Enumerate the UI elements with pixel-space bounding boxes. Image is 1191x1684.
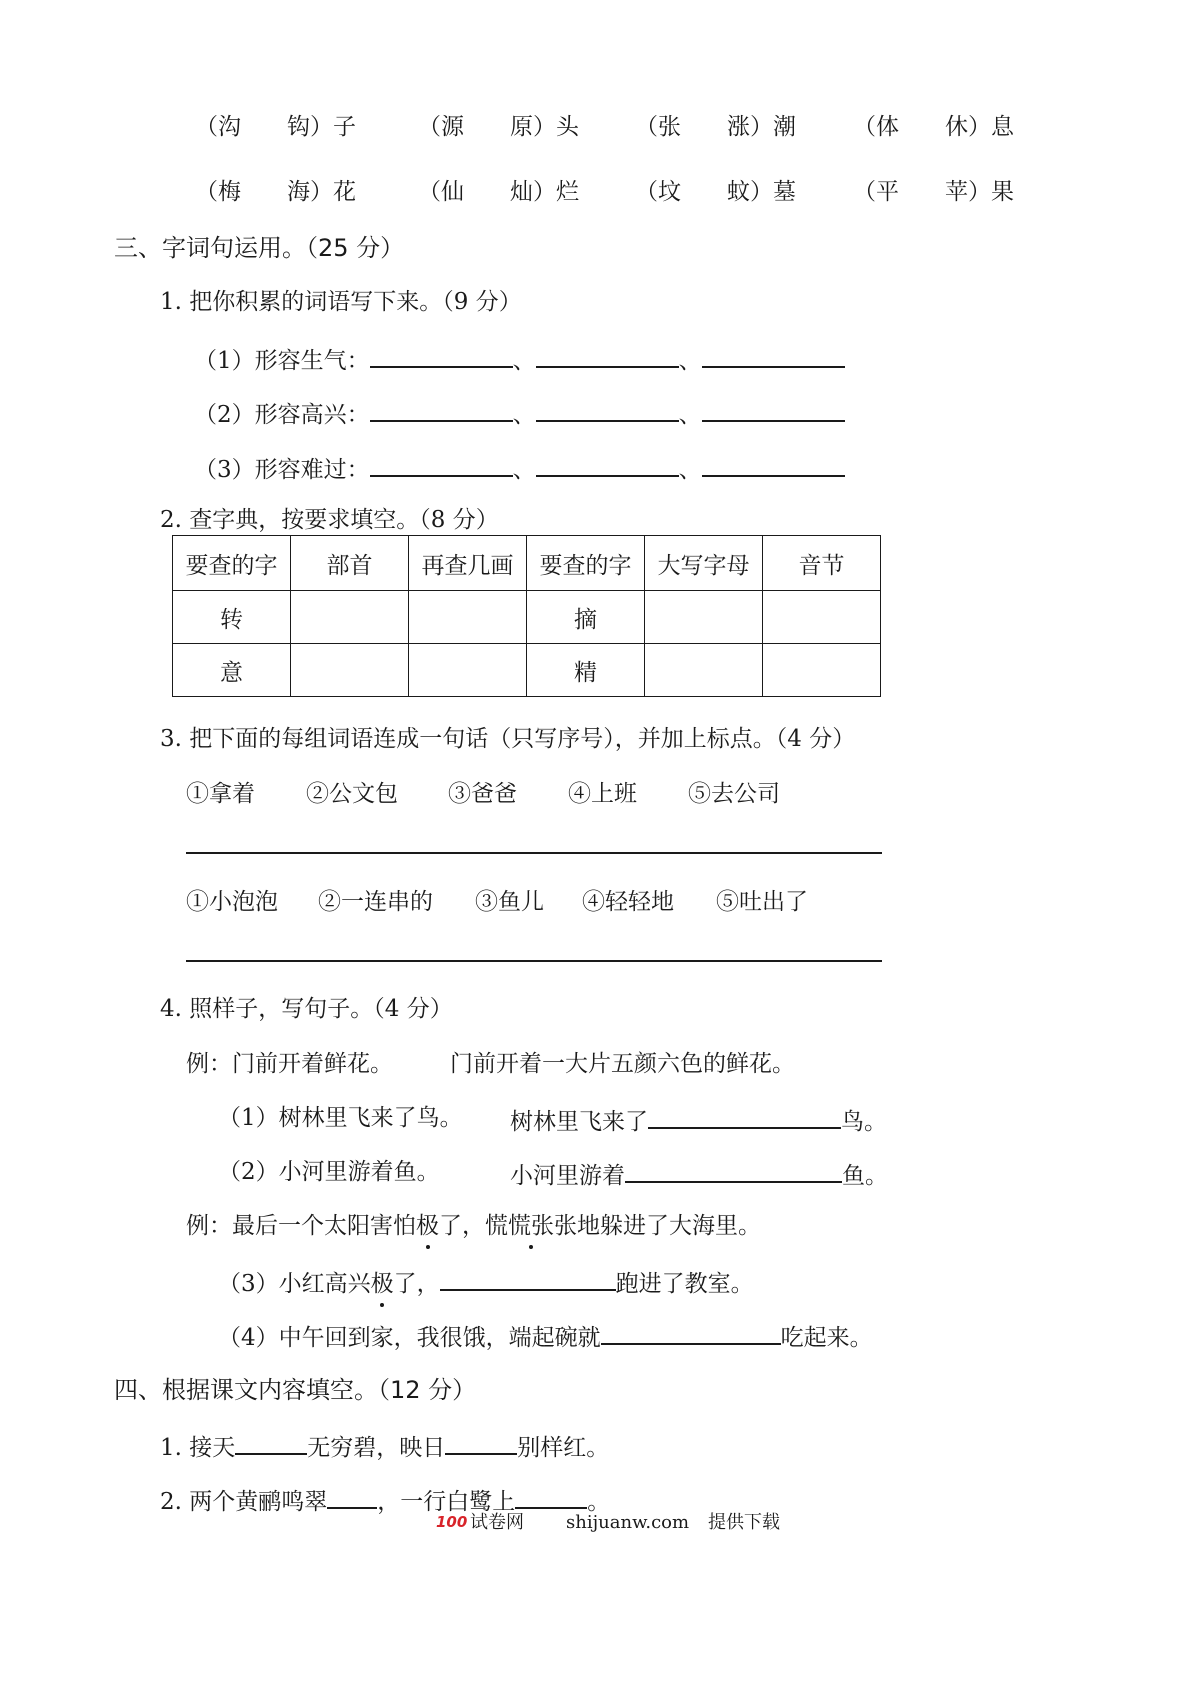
answer-line[interactable] [186,852,882,854]
choice-2-4: （平 苹）果 [853,179,1014,205]
separator: 、 [678,402,702,428]
table-cell-blank[interactable] [645,591,763,644]
table-cell-blank[interactable] [763,591,881,644]
answer-blank[interactable] [445,1433,517,1455]
s4-q2-c: 。 [587,1489,611,1515]
q1-title: 1. 把你积累的词语写下来。（9 分） [160,289,522,315]
answer-blank[interactable] [235,1433,307,1455]
answer-blank[interactable] [440,1269,616,1291]
separator: 、 [512,402,536,428]
dictionary-table [172,535,881,697]
q4-item1-a: （1）树林里飞来了鸟。 [218,1105,463,1131]
q3-group2-w4: ④轻轻地 [582,889,674,915]
choice-2-2: （仙 灿）烂 [418,179,579,205]
q1-item-1-label: （1）形容生气： [194,348,370,374]
table-cell-blank[interactable] [645,644,763,697]
q3-group2-w5: ⑤吐出了 [716,889,808,915]
q4-item4-end: 吃起来。 [780,1325,873,1351]
q4-item4 [218,1323,873,1350]
q4-item2-b-text: 小河里游着 [510,1163,625,1189]
choice-2-1: （梅 海）花 [195,179,356,205]
answer-blank[interactable] [648,1107,841,1129]
s4-q1-b: 无穷碧，映日 [307,1435,446,1461]
q4-item3 [218,1269,754,1296]
q4-item2-end: 鱼。 [842,1163,888,1189]
table-cell-blank[interactable] [763,644,881,697]
emphasis-dotted-text: 怕极了 [393,1213,462,1239]
q1-item-3-label: （3）形容难过： [194,457,370,483]
table-cell-blank[interactable] [291,591,409,644]
answer-blank[interactable] [702,400,845,422]
answer-blank[interactable] [370,455,513,477]
choice-1-2: （源 原）头 [418,114,579,140]
q4-item1-b [510,1107,887,1134]
q4-item4-pre: （4）中午回到家，我很饿，端起碗就 [218,1325,601,1351]
answer-blank[interactable] [702,346,845,368]
q3-group1-w5: ⑤去公司 [688,781,780,807]
site-logo-icon [436,1511,470,1531]
answer-line[interactable] [186,960,882,962]
q3-group1-w1: ①拿着 [186,781,255,807]
choice-1-4: （体 休）息 [853,114,1014,140]
table-header: 要查的字 [527,536,645,591]
table-cell-blank[interactable] [291,644,409,697]
table-cell-blank[interactable] [409,591,527,644]
table-header: 音节 [763,536,881,591]
answer-blank[interactable] [370,400,513,422]
footer-site-name: 试卷网 [470,1512,524,1533]
emphasis-dotted-text: 慌慌张张 [485,1213,577,1239]
q1-item-1 [194,346,845,373]
section-4-title: 四、根据课文内容填空。（12 分） [114,1376,477,1404]
q4-example2-mid: ， [462,1213,485,1239]
separator: 、 [512,348,536,374]
separator: 、 [678,457,702,483]
answer-blank[interactable] [702,455,845,477]
answer-blank[interactable] [601,1323,781,1345]
choice-1-1: （沟 钩）子 [195,114,356,140]
q3-group1-w4: ④上班 [568,781,637,807]
table-header: 要查的字 [173,536,291,591]
q4-example2-pre: 例：最后一个太阳害 [186,1213,393,1239]
choice-1-3: （张 涨）潮 [635,114,796,140]
q4-item3-end: 跑进了教室。 [615,1271,754,1297]
answer-blank[interactable] [536,400,679,422]
q1-item-3 [194,455,845,482]
table-header-row [173,536,881,591]
q4-item1-end: 鸟。 [841,1109,887,1135]
footer-url[interactable]: shijuanw.com [566,1512,690,1533]
table-cell: 摘 [527,591,645,644]
s4-q2 [160,1487,610,1514]
table-row [173,644,881,697]
q3-group2-w3: ③鱼儿 [475,889,544,915]
choice-2-3: （坟 蚊）墓 [635,179,796,205]
footer-note: 提供下载 [708,1512,780,1533]
table-cell: 转 [173,591,291,644]
q4-item2-b [510,1161,888,1188]
answer-blank[interactable] [536,455,679,477]
table-header: 大写字母 [645,536,763,591]
s4-q1-c: 别样红。 [517,1435,610,1461]
answer-blank[interactable] [625,1161,842,1183]
q4-item3-pre: （3）小红高 [218,1271,348,1297]
q4-example1-b: 门前开着一大片五颜六色的鲜花。 [450,1051,795,1077]
q3-group2-w1: ①小泡泡 [186,889,278,915]
answer-blank[interactable] [515,1487,587,1509]
q2-title: 2. 查字典，按要求填空。（8 分） [160,507,499,533]
table-header: 再查几画 [409,536,527,591]
q3-group1-w3: ③爸爸 [448,781,517,807]
q4-example1-a: 例：门前开着鲜花。 [186,1051,393,1077]
q4-title: 4. 照样子，写句子。（4 分） [160,996,453,1022]
separator: 、 [512,457,536,483]
answer-blank[interactable] [327,1487,377,1509]
separator: 、 [678,348,702,374]
table-cell-blank[interactable] [409,644,527,697]
section-3-title: 三、字词句运用。（25 分） [114,234,405,262]
q4-example2-post: 地躲进了大海里。 [577,1213,761,1239]
s4-q1 [160,1433,609,1460]
table-header: 部首 [291,536,409,591]
s4-q2-a: 2. 两个黄鹂鸣翠 [160,1489,328,1515]
q4-item1-b-text: 树林里飞来了 [510,1109,648,1135]
q3-group1-w2: ②公文包 [306,781,398,807]
q4-item2-a: （2）小河里游着鱼。 [218,1159,440,1185]
s4-q1-a: 1. 接天 [160,1435,236,1461]
emphasis-dotted-text: 兴极了 [347,1271,417,1297]
table-cell: 意 [173,644,291,697]
answer-blank[interactable] [370,346,513,368]
table-row [173,591,881,644]
q3-title: 3. 把下面的每组词语连成一句话（只写序号），并加上标点。（4 分） [160,726,856,752]
answer-blank[interactable] [536,346,679,368]
q4-example2 [186,1215,761,1238]
s4-q2-b: ，一行白鹭上 [377,1489,516,1515]
q1-item-2 [194,400,845,427]
q1-item-2-label: （2）形容高兴： [194,402,370,428]
svg-text:100: 100 [436,1513,468,1531]
q4-item3-mid: ， [416,1271,440,1297]
table-cell: 精 [527,644,645,697]
q3-group2-w2: ②一连串的 [318,889,433,915]
